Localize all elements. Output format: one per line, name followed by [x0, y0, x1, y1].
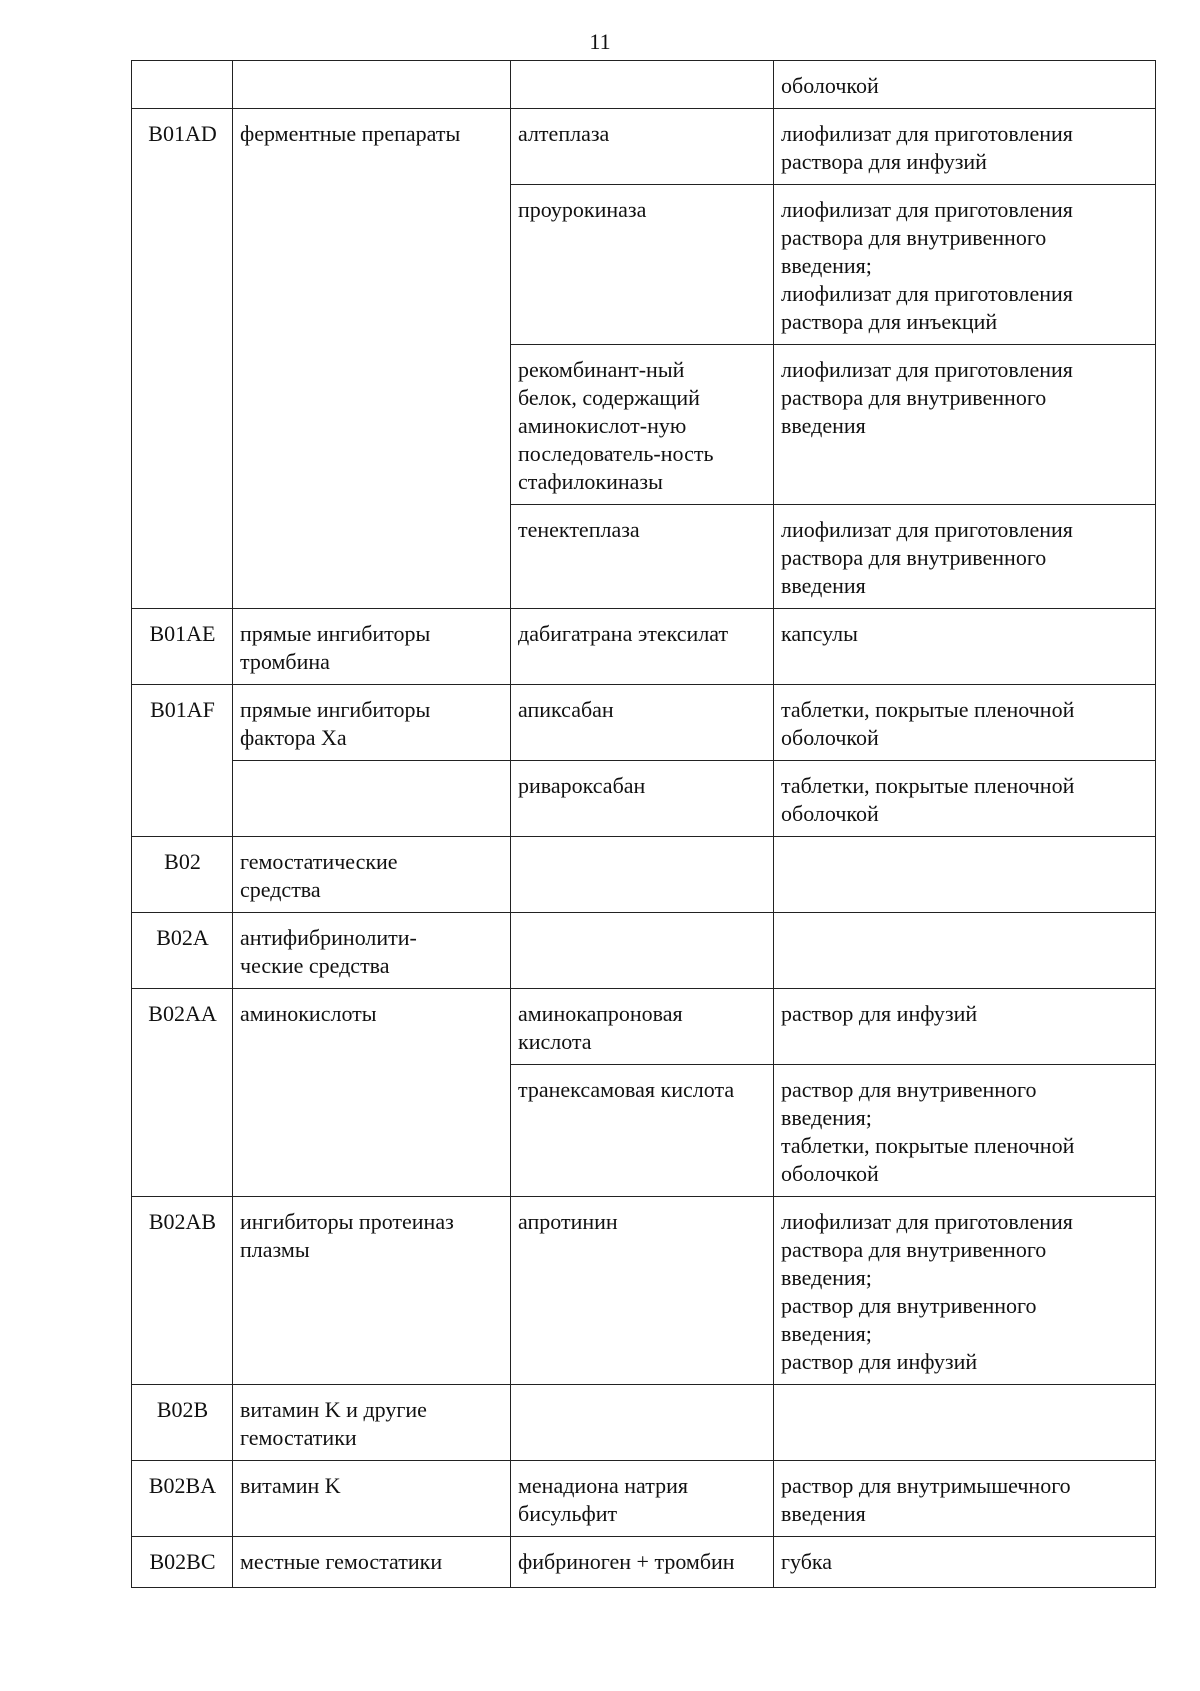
inn-cell	[511, 1197, 774, 1385]
dosage-form-cell	[774, 761, 1156, 837]
inn-cell	[511, 989, 774, 1065]
inn-cell	[511, 837, 774, 913]
form-line: раствор для внутривенного	[781, 1293, 1037, 1318]
inn-cell	[511, 1461, 774, 1537]
form-line: оболочкой	[781, 1161, 879, 1186]
atc-code-cell: B02AA	[132, 989, 233, 1197]
table-row	[132, 1385, 1156, 1461]
group-cell	[233, 1537, 511, 1588]
atc-code-cell: B02B	[132, 1385, 233, 1461]
group-line: прямые ингибиторы	[240, 621, 431, 646]
group-line: гемостатические	[240, 849, 398, 874]
form-line: лиофилизат для приготовления	[781, 281, 1073, 306]
form-line: раствора для инфузий	[781, 149, 987, 174]
group-cell	[233, 989, 511, 1197]
form-line: раствора для внутривенного	[781, 1237, 1047, 1262]
group-line: фактора Xa	[240, 725, 347, 750]
table-row	[132, 61, 1156, 109]
atc-code-cell	[132, 61, 233, 109]
form-line: таблетки, покрытые пленочной	[781, 773, 1075, 798]
dosage-form-cell	[774, 1065, 1156, 1197]
table-row	[132, 761, 1156, 837]
inn-line: алтеплаза	[518, 121, 610, 146]
group-line: аминокислоты	[240, 1001, 377, 1026]
group-line: плазмы	[240, 1237, 310, 1262]
dosage-form-cell	[774, 61, 1156, 109]
form-line: введения;	[781, 1105, 872, 1130]
atc-code-cell: B01AF	[132, 685, 233, 837]
form-line: лиофилизат для приготовления	[781, 121, 1073, 146]
group-line: ингибиторы протеиназ	[240, 1209, 454, 1234]
table-row	[132, 1197, 1156, 1385]
inn-cell	[511, 1537, 774, 1588]
inn-cell	[511, 761, 774, 837]
atc-code-cell: B02BA	[132, 1461, 233, 1537]
group-line: тромбина	[240, 649, 330, 674]
inn-line: менадиона натрия	[518, 1473, 688, 1498]
table-row	[132, 1461, 1156, 1537]
form-line: введения;	[781, 253, 872, 278]
inn-line: ривароксабан	[518, 773, 646, 798]
group-cell	[233, 61, 511, 109]
form-line: введения;	[781, 1321, 872, 1346]
form-line: губка	[781, 1549, 833, 1574]
inn-line: кислота	[518, 1029, 592, 1054]
form-line: введения	[781, 413, 866, 438]
page-number: 11	[589, 29, 611, 54]
form-line: таблетки, покрытые пленочной	[781, 1133, 1075, 1158]
group-cell	[233, 609, 511, 685]
inn-line: последователь-ность	[518, 441, 714, 466]
form-line: введения;	[781, 1265, 872, 1290]
form-line: раствора для внутривенного	[781, 545, 1047, 570]
dosage-form-cell	[774, 185, 1156, 345]
dosage-form-cell	[774, 345, 1156, 505]
group-line: средства	[240, 877, 321, 902]
dosage-form-cell	[774, 1537, 1156, 1588]
inn-line: белок, содержащий	[518, 385, 700, 410]
group-cell	[233, 761, 511, 837]
table-row	[132, 989, 1156, 1065]
form-line: раствор для инфузий	[781, 1001, 978, 1026]
inn-line: апротинин	[518, 1209, 618, 1234]
group-cell	[233, 109, 511, 609]
inn-cell	[511, 185, 774, 345]
form-line: раствор для внутривенного	[781, 1077, 1037, 1102]
atc-code-cell: B02	[132, 837, 233, 913]
form-line: лиофилизат для приготовления	[781, 357, 1073, 382]
dosage-form-cell	[774, 913, 1156, 989]
inn-line: проурокиназа	[518, 197, 647, 222]
atc-code-cell: B02A	[132, 913, 233, 989]
inn-cell	[511, 109, 774, 185]
group-line: витамин K	[240, 1473, 341, 1498]
inn-cell	[511, 609, 774, 685]
inn-line: бисульфит	[518, 1501, 618, 1526]
group-cell	[233, 837, 511, 913]
inn-line: транексамовая кислота	[518, 1077, 735, 1102]
atc-code-cell: B02AB	[132, 1197, 233, 1385]
form-line: оболочкой	[781, 73, 879, 98]
form-line: оболочкой	[781, 725, 879, 750]
atc-code-cell: B01AD	[132, 109, 233, 609]
inn-cell	[511, 685, 774, 761]
inn-line: апиксабан	[518, 697, 614, 722]
group-line: гемостатики	[240, 1425, 357, 1450]
table-row	[132, 109, 1156, 185]
group-cell	[233, 1197, 511, 1385]
inn-line: стафилокиназы	[518, 469, 663, 494]
inn-line: рекомбинант-ный	[518, 357, 685, 382]
inn-line: аминокапроновая	[518, 1001, 683, 1026]
atc-code-cell: B01AE	[132, 609, 233, 685]
form-line: капсулы	[781, 621, 858, 646]
group-line: антифибринолити-	[240, 925, 417, 950]
dosage-form-cell	[774, 505, 1156, 609]
form-line: раствора для внутривенного	[781, 225, 1047, 250]
inn-cell	[511, 1385, 774, 1461]
dosage-form-cell	[774, 109, 1156, 185]
table-row	[132, 685, 1156, 761]
group-cell	[233, 1385, 511, 1461]
group-cell	[233, 913, 511, 989]
table-row	[132, 913, 1156, 989]
group-line: прямые ингибиторы	[240, 697, 431, 722]
form-line: лиофилизат для приготовления	[781, 1209, 1073, 1234]
table-row	[132, 837, 1156, 913]
dosage-form-cell	[774, 609, 1156, 685]
inn-cell	[511, 1065, 774, 1197]
inn-cell	[511, 345, 774, 505]
atc-code-cell: B02BC	[132, 1537, 233, 1588]
dosage-form-cell	[774, 989, 1156, 1065]
dosage-form-cell	[774, 1385, 1156, 1461]
inn-line: дабигатрана этексилат	[518, 621, 729, 646]
inn-cell	[511, 505, 774, 609]
group-cell	[233, 1461, 511, 1537]
inn-cell	[511, 61, 774, 109]
form-line: введения	[781, 573, 866, 598]
form-line: раствора для внутривенного	[781, 385, 1047, 410]
group-line: ческие средства	[240, 953, 390, 978]
group-line: ферментные препараты	[240, 121, 461, 146]
form-line: лиофилизат для приготовления	[781, 197, 1073, 222]
form-line: лиофилизат для приготовления	[781, 517, 1073, 542]
dosage-form-cell	[774, 1197, 1156, 1385]
form-line: раствора для инъекций	[781, 309, 998, 334]
group-line: витамин K и другие	[240, 1397, 427, 1422]
form-line: введения	[781, 1501, 866, 1526]
inn-cell	[511, 913, 774, 989]
dosage-form-cell	[774, 685, 1156, 761]
form-line: таблетки, покрытые пленочной	[781, 697, 1075, 722]
dosage-form-cell	[774, 837, 1156, 913]
table-row	[132, 609, 1156, 685]
inn-line: аминокислот-ную	[518, 413, 687, 438]
form-line: раствор для инфузий	[781, 1349, 978, 1374]
drug-table	[131, 60, 1156, 1588]
group-cell	[233, 685, 511, 761]
dosage-form-cell	[774, 1461, 1156, 1537]
inn-line: фибриноген + тромбин	[518, 1549, 735, 1574]
table-row	[132, 1537, 1156, 1588]
form-line: оболочкой	[781, 801, 879, 826]
group-line: местные гемостатики	[240, 1549, 443, 1574]
form-line: раствор для внутримышечного	[781, 1473, 1071, 1498]
inn-line: тенектеплаза	[518, 517, 640, 542]
